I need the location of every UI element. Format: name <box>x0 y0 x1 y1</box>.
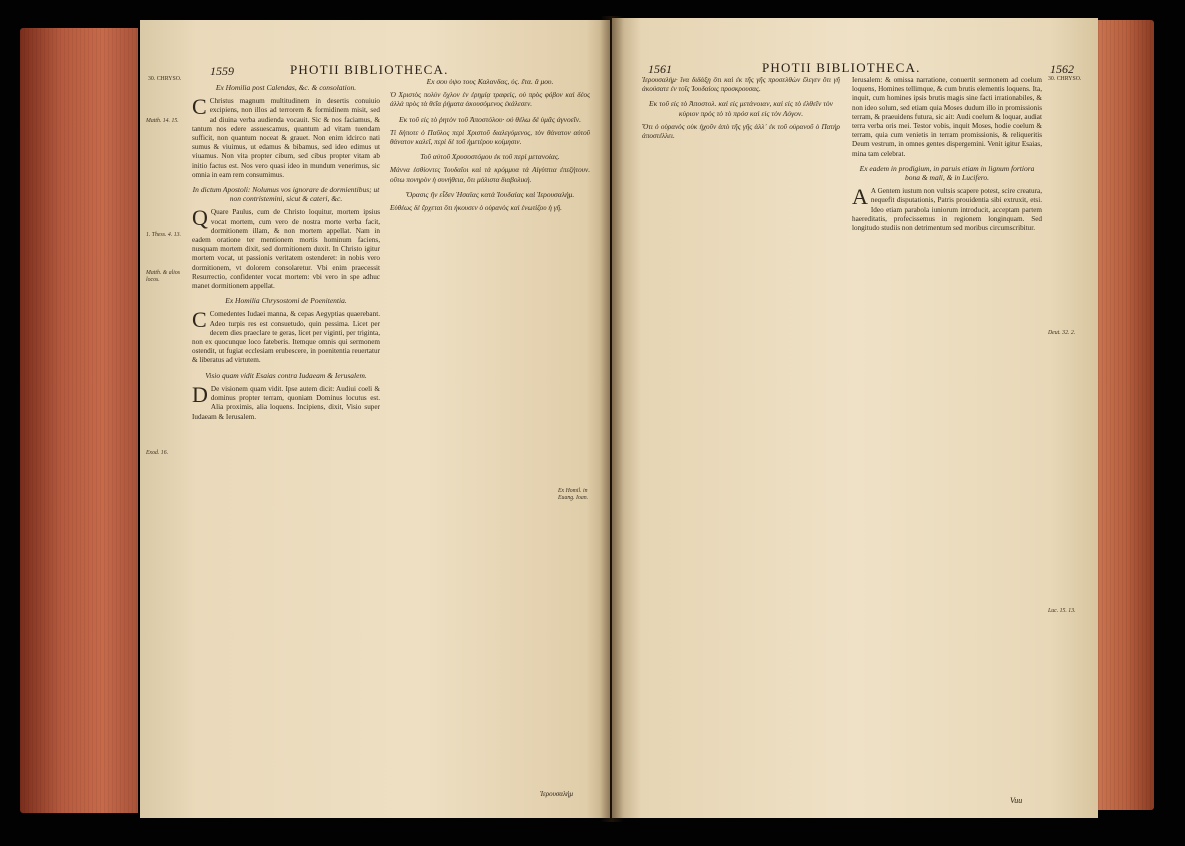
right-greek-paragraph-1: Ἱερουσαλὴμ· ἵνα διδάξῃ ὅτι καὶ ἐκ τῆς γῆς προσελθὼν ἔλεγεν ὅτι γῆ ἀκούσατε ἐν τοῖς Ἰουδαίοις προσκρουσας. <box>642 76 840 94</box>
latin-paragraph-3: C Comedentes Iudaei manna, & cepas Aegyptias quaerebant. Adeo turpis res est consuetudo, quin pessima. Licet per decem dies praeclare te geras, licet per viginti, per triginta, non ex quocunque loco fateberis. Itemque omnis qui sermonem ostendit, ut fugiat ecclesiam erubescere, in poenitentia reuertatur & liberatus ad virtutem. <box>192 307 380 365</box>
right-greek-heading: Εκ τοῦ εἰς τὸ Ἀποστολ. καὶ εἰς μετάνοιαν, καὶ εἰς τὸ ἐλθεῖν τὸν κύριον πρὸς τὸ τὸ πρόσ καὶ εἰς τὸν Λόγον. <box>649 99 833 118</box>
left-page <box>140 20 610 818</box>
right-latin-paragraph-1: Ierusalem: & omissa narratione, conuertit sermonem ad coelum loquens, Homines tellimque, & cum brutis elementis loquens. Ita, inquit, cum homines ipsis brutis magis sine facti irrationabiles, & non ideo solum, sed etiam quia Moses dudum illo in promissionis terram, & praeuidens futura, sic ait: Audi coelum & loquar, audiat terra verba oris mei. Testor vobis, inquit Moses, hodie coelum & terram, quia cum venietis in terram promissionis, & reliqueritis Deum vestrum, in omnes gentes dispergemini. Venit igitur Esaias, mina tam celebrat. <box>852 76 1042 158</box>
heading-dictum-apostoli: In dictum Apostoli: Nolumus vos ignorare de dormientibus; ut non contristemini, sicut & cateri, &c. <box>192 185 380 204</box>
left-latin-column <box>192 78 380 813</box>
right-page-edges <box>1098 20 1154 810</box>
signature-mark: Vuu <box>1010 796 1023 805</box>
inner-margin-ref: Ex Homil. in Euang. Ioan. <box>558 488 589 501</box>
heading-poenitentia: Ex Homilia Chrysostomi de Poenitentia. <box>225 296 347 306</box>
greek-paragraph-1: Ὁ Χριστὸς πολὺν ὄχλον ἐν ἐρημίᾳ τραφεὶς, οὐ πρὸς φόβον καὶ δέος ἀλλὰ πρὸς τὰ θεῖα ῥήματα ἀκουσόμενος ἐκάλεσεν. <box>390 91 590 109</box>
left-greek-column <box>390 72 590 812</box>
right-margin-note-1: Deut. 32. 2. <box>1048 330 1076 336</box>
latin-paragraph-4: D De visionem quam vidit. Ipse autem dicit: Audiui coeli & dominus propter terram, quoniam Dominus locutus est. Alia proximis, alia loquens. Incipiens, dixit, Visio super Iudaeam & Ierusalem. <box>192 381 380 421</box>
right-margin-top: 30. CHRYSO. <box>1048 76 1082 82</box>
greek-paragraph-4: Εὐθέως δὲ ἔρχεται ὅτι ἠκουσεν ὁ οὐρανὸς καὶ ἐνωτίζου ἡ γῆ. <box>390 204 562 213</box>
margin-note-3: Matth. & alios locos. <box>146 270 180 283</box>
greek-heading-apostle: Εκ τοῦ εἰς τὸ ῥητὸν τοῦ Ἀποστόλου· οὐ θέλω δὲ ὑμᾶς ἀγνοεῖν. <box>399 114 581 124</box>
dropcap-a: A <box>852 184 868 210</box>
latin-paragraph-1: C Christus magnum multitudinem in desertis conuiuio excipiens, non illos ad terrorem & formidinem misit, sed ad diuina verba audienda vocauit. Sic & nos faciamus, & tantum nos edere assuescamus, quantum ad vitam tuendam sufficit, non quantum noceat & grauet. Non enim idcirco nati sumus & viuimus, ut edamus & bibamus, sed ideo edimus ut viuamus. Non vita propter cibum, sed cibus propter vitam ab initio factus est. Nos vero quasi ideo in mundum venerimus, sic omnia in eam rem consumimus. <box>192 94 380 179</box>
margin-note-2: 1. Thess. 4. 13. <box>146 232 181 238</box>
dropcap-c: C <box>192 94 207 120</box>
left-catchword: Ἱερουσαλήμ <box>540 790 573 798</box>
right-latin-paragraph-2: A A Gentem iustum non vultsis scapere potest, scire creatura, nequefit disputationis, Patris prouidentia sibi extruxit, etsi. Ideo etiam parabola iuniorum introducit, acceptam partem haereditatis, profecissemus in regionem longinquam. Sed longitudo studiis non detrimentum sed moribus circumscribitur. <box>852 184 1042 233</box>
right-greek-paragraph-2: Ὅτι ὁ οὐρανὸς οὐκ ἠχοῦν ἀπὸ τῆς γῆς ἀλλ᾽ ἐκ τοῦ οὐρανοῦ ὁ Πατὴρ ἀποστέλλει. <box>642 122 840 141</box>
greek-paragraph-3: Μάννα ἐσθίοντες Ἰουδαῖοι καὶ τὰ κρόμμυα τὰ Αἰγύπτια ἐπεζήτουν. οὕτω πονηρὸν ἡ συνήθεια, ὅτι μάλιστα διαβολικὴ. <box>390 166 590 184</box>
dropcap-d: D <box>192 381 208 407</box>
right-running-head: PHOTII BIBLIOTHECA. <box>762 60 921 75</box>
dropcap-c2: C <box>192 307 207 333</box>
greek-paragraph-2: Τί δήποτε ὁ Παῦλος περὶ Χριστοῦ διαλεγόμενος, τὸν θάνατον αὐτοῦ θάνατον καλεῖ, περὶ δὲ τοῦ ἡμετέρου κοίμησιν. <box>390 128 590 147</box>
right-folio-left: 1561 <box>648 62 672 76</box>
right-folio-number: 1562 <box>1050 62 1074 76</box>
greek-subheading-chrysostom: Τοῦ αὐτοῦ Χρυσοστόμου ἐκ τοῦ περὶ μετανοίας. <box>420 152 560 162</box>
left-margin-top: 30. CHRYSO. <box>148 76 182 82</box>
heading-homilia-calendas: Ex Homilia post Calendas, &c. & consolation. <box>215 83 357 92</box>
heading-visio-esaias: Visio quam vidit Esaias contra Iudaeam & Ierusalem. <box>205 370 367 380</box>
right-greek-column <box>642 76 840 796</box>
latin-paragraph-2: Q Quare Paulus, cum de Christo loquitur, mortem ipsius vocat mortem, cum vero de nostra morte verba facit, dormitionem illam, & non mortem appellat. Nam in eadem oratione ter mentionem mortis hominum faciens, nusquam mortem dixit, sed dormitionem duxit. In Christo igitur mortem vocat, ut passionis veritatem ostenderet: in nobis vero dormitionem, vt dolorem consolaretur. Vbi enim praecessit Resurrectio, confidenter vocat mortem: vbi vero in spe adhuc manet dormitionem appellat. <box>192 205 380 291</box>
right-margin-note-2: Luc. 15. 13. <box>1048 608 1076 614</box>
dropcap-q: Q <box>192 205 208 231</box>
right-latin-heading: Ex eadem in prodigium, in paruis etiam in lignum fortiora bona & mali, & in Lucifero. <box>859 163 1035 183</box>
left-folio-number: 1559 <box>210 64 234 78</box>
margin-note-1: Matth. 14. 15. <box>146 118 179 124</box>
greek-top-line: Ex σου ὑψο τους Καλανδας, ὑς. ἔτα. ἃ μου. <box>426 77 554 86</box>
greek-heading-isaiah: Ὅρασις ἣν εἶδεν Ἠσαΐας κατὰ Ἰουδαίας καὶ Ἱερουσαλήμ. <box>405 189 575 199</box>
book-gutter <box>600 16 624 822</box>
left-page-edges <box>20 28 138 813</box>
right-latin-column <box>852 76 1042 816</box>
left-running-head: PHOTII BIBLIOTHECA. <box>290 62 449 77</box>
margin-note-4: Exod. 16. <box>146 450 169 456</box>
right-page <box>612 18 1098 818</box>
